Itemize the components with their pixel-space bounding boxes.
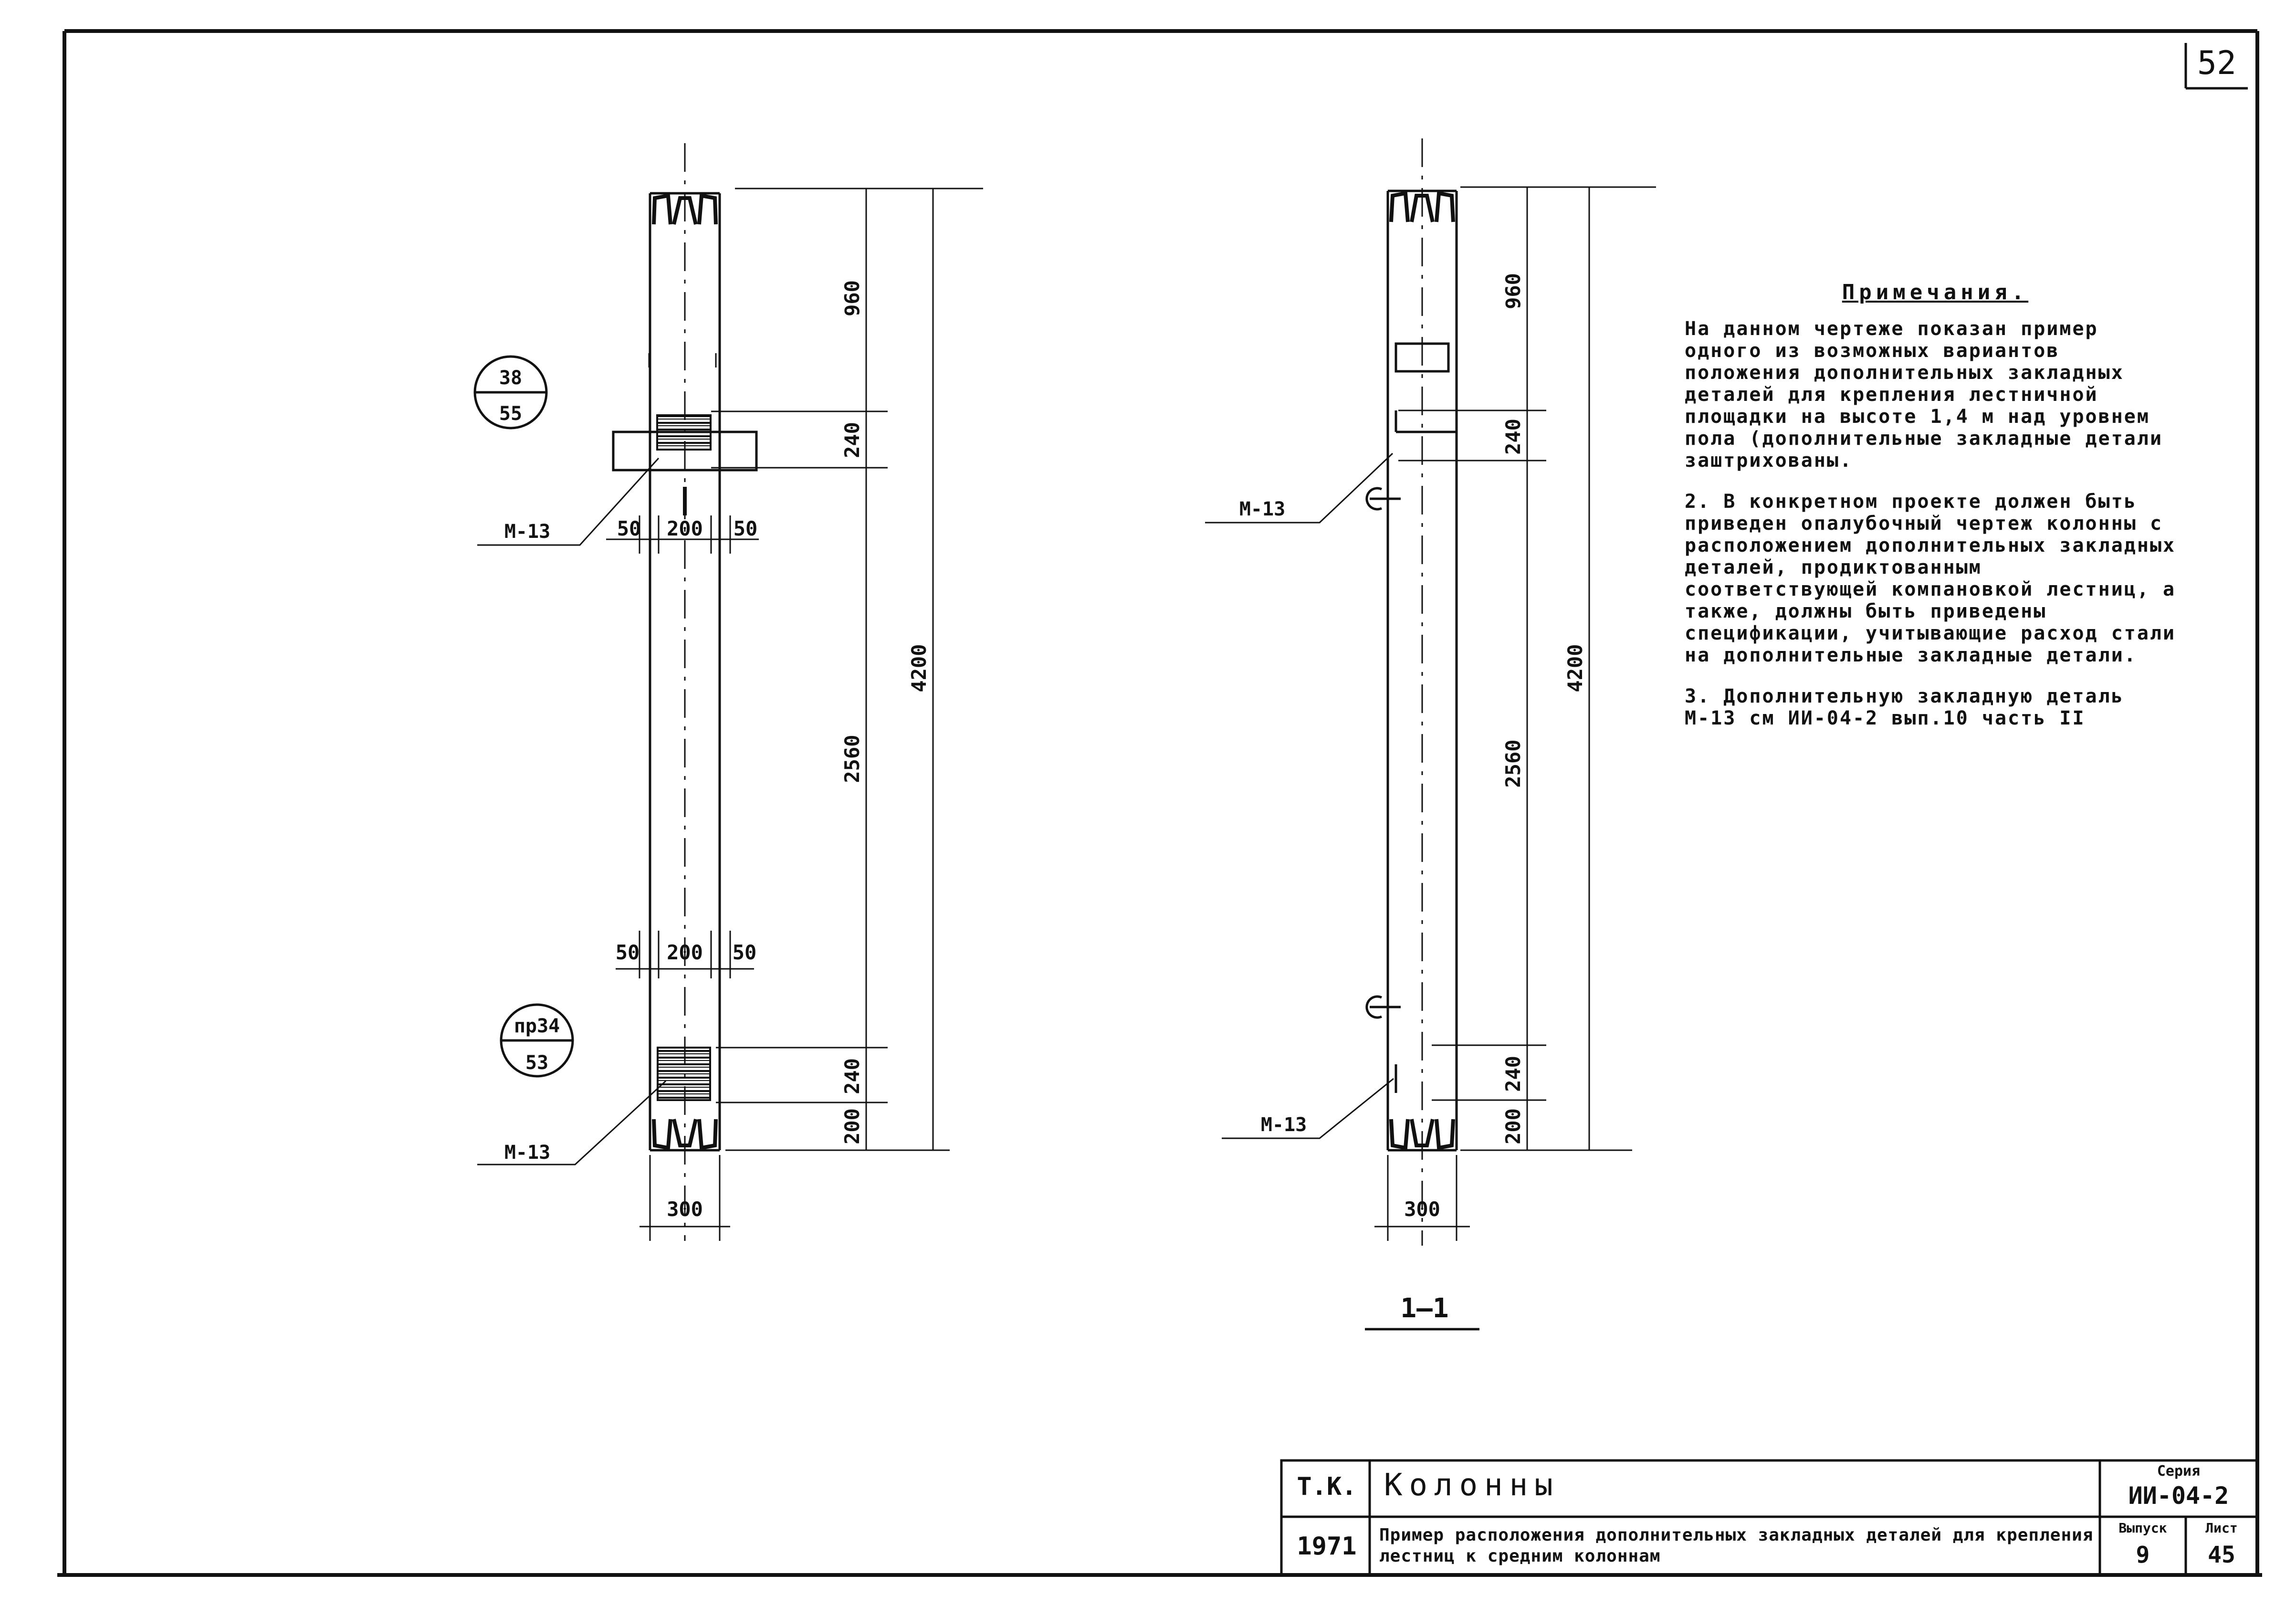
title-block-description: Пример расположения дополнительных закладных деталей для крепления лестниц к средним колоннам — [1379, 1525, 2094, 1566]
right-leader-lower-label: М-13 — [1260, 1114, 1307, 1136]
right-dim-bottom: 200 — [1501, 1108, 1525, 1144]
left-dim-low-joint: 240 — [840, 1058, 864, 1094]
notes-block — [1685, 282, 2186, 748]
embedded-part-upper-hatched — [657, 415, 711, 450]
left-leader-upper-label: М-13 — [504, 521, 551, 543]
title-block-issue-value: 9 — [2136, 1542, 2150, 1568]
right-dim-width: 300 — [1404, 1197, 1440, 1221]
right-dim-low-joint: 240 — [1501, 1056, 1525, 1092]
sheet-number-box — [2186, 43, 2248, 88]
title-block-year: 1971 — [1297, 1532, 1357, 1561]
section-label: 1—1 — [1400, 1293, 1449, 1324]
left-dim-middle: 2560 — [840, 735, 864, 783]
left-lower-split-3: 50 — [732, 941, 757, 964]
left-dim-width: 300 — [667, 1197, 703, 1221]
title-block-issue-label: Выпуск — [2118, 1520, 2167, 1536]
embedded-part-lower-hatched — [658, 1048, 710, 1100]
title-block-series-label: Серия — [2157, 1463, 2201, 1480]
right-dim-overall: 4200 — [1563, 644, 1587, 693]
left-dim-top: 960 — [840, 280, 864, 316]
left-leader-lower-label: М-13 — [504, 1142, 551, 1164]
left-callout-lower-top: пр34 — [514, 1015, 560, 1037]
title-block-sheet-label: Лист — [2205, 1520, 2238, 1536]
title-block-series-value: ИИ-04-2 — [2128, 1482, 2229, 1510]
note-item-3: 3. Дополнительную закладную деталь М-13 см ИИ-04-2 вып.10 часть II — [1685, 685, 2124, 729]
title-block-code: Т.К. — [1297, 1472, 1357, 1501]
sheet-number: 52 — [2197, 44, 2236, 82]
right-leader-upper-label: М-13 — [1239, 498, 1286, 520]
left-callout-lower-bottom: 53 — [525, 1052, 549, 1074]
right-dim-middle: 2560 — [1501, 739, 1525, 788]
left-callout-upper-top: 38 — [499, 367, 523, 389]
left-upper-split-1: 50 — [617, 517, 641, 540]
left-upper-split-2: 200 — [667, 517, 703, 540]
left-callout-upper-bottom: 55 — [499, 403, 523, 425]
left-dim-joint: 240 — [840, 422, 864, 458]
left-lower-split-1: 50 — [615, 941, 640, 964]
note-item-1: На данном чертеже показан пример одного из возможных вариантов положения дополнительных закладных деталей для крепления лестничной площадки на высоте 1,4 м над уровнем пола (дополнительные закладные детали заштрихованы. — [1685, 318, 2163, 472]
left-upper-split-3: 50 — [733, 517, 758, 540]
notes-heading: Примечания. — [1842, 280, 2029, 304]
note-item-2: 2. В конкретном проекте должен быть приведен опалубочный чертеж колонны с расположением дополнительных закладных деталей, продиктованным соответствующей компановкой лестниц, а также, должны быть приведены спецификации, учитывающие расход стали на дополнительные закладные детали. — [1685, 491, 2176, 666]
left-lower-split-2: 200 — [667, 941, 703, 964]
right-dim-joint: 240 — [1501, 419, 1525, 455]
sheet-frame — [57, 31, 2262, 1575]
left-dim-overall: 4200 — [907, 644, 931, 693]
title-block-title: Колонны — [1384, 1468, 1560, 1503]
right-dim-top: 960 — [1501, 273, 1525, 309]
left-dim-bottom: 200 — [840, 1108, 864, 1144]
title-block-sheet-value: 45 — [2208, 1542, 2235, 1568]
right-column-view — [1205, 138, 1656, 1246]
